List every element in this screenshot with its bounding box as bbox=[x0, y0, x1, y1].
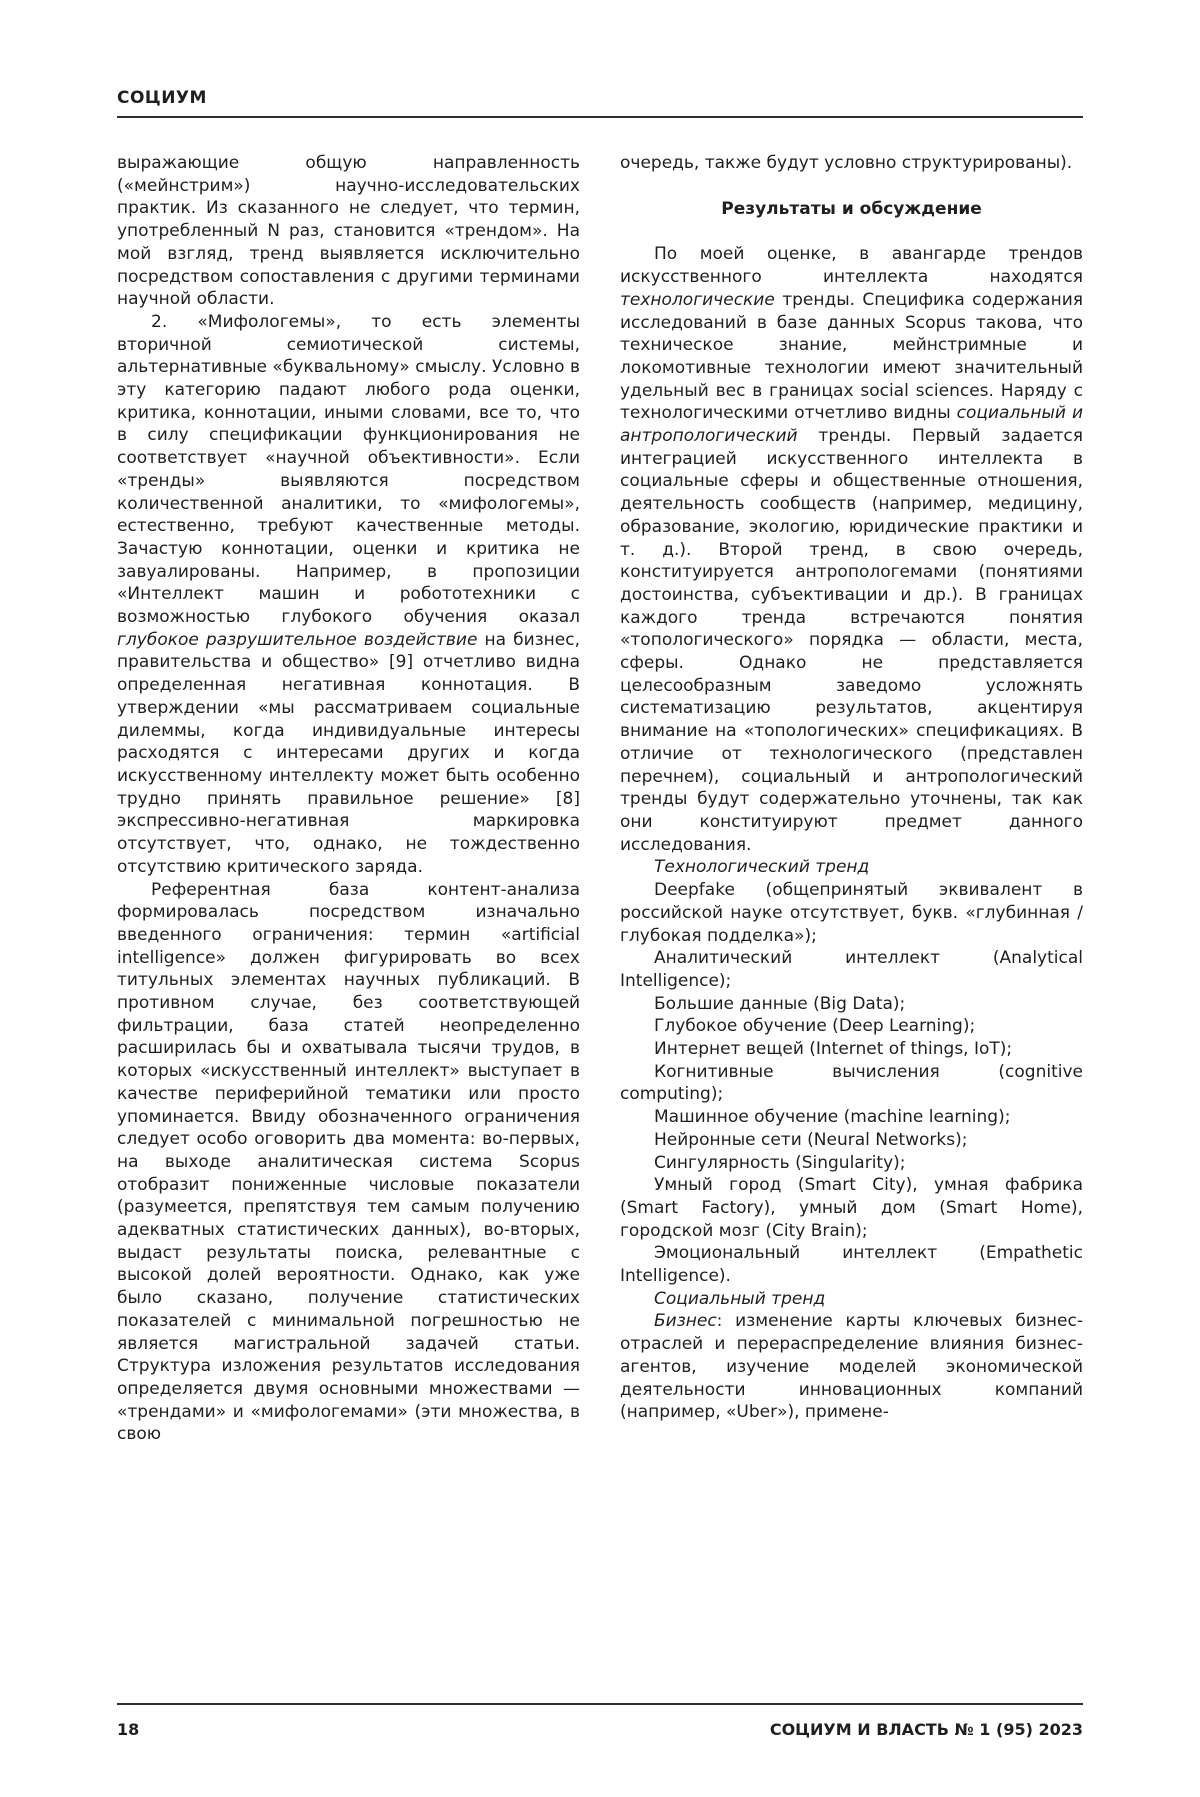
paragraph bbox=[117, 879, 580, 1447]
paragraph bbox=[620, 1129, 1083, 1152]
text-run: Результаты и обсуждение bbox=[721, 198, 982, 219]
paragraph bbox=[620, 856, 1083, 879]
paragraph bbox=[620, 1152, 1083, 1175]
paragraph bbox=[620, 1061, 1083, 1106]
paragraph bbox=[620, 1310, 1083, 1424]
italic-text-run: социальный и антропологический bbox=[620, 403, 1083, 447]
running-head-title: СОЦИУМ bbox=[117, 88, 207, 108]
text-run: тренды. Специфика содержания исследований в базе данных Scopus такова, что техническое знание, мейнстримные и локомотивные технологии имеют значительный удельный вес в границах social sciences. Наряду с технологическими отчетливо видны bbox=[620, 289, 1083, 424]
header-rule bbox=[117, 116, 1083, 118]
text-run: Сингулярность (Singularity); bbox=[654, 1152, 906, 1173]
text-run: : изменение карты ключевых бизнес-отраслей и перераспределение влияния бизнес-агентов, изучение моделей экономической деятельности инновационных компаний (например, «Uber»), примене- bbox=[620, 1311, 1083, 1423]
text-run: Машинное обучение (machine learning); bbox=[654, 1107, 1011, 1128]
paragraph bbox=[117, 152, 580, 311]
italic-text-run: Технологический тренд bbox=[654, 857, 870, 878]
italic-text-run: технологические bbox=[620, 289, 775, 310]
text-run: Большие данные (Big Data); bbox=[654, 993, 906, 1014]
paragraph bbox=[620, 993, 1083, 1016]
text-run: Deepfake (общепринятый эквивалент в российской науке отсутствует, букв. «глубинная / глубокая подделка»); bbox=[620, 880, 1083, 946]
paragraph bbox=[620, 947, 1083, 992]
footer-rule bbox=[117, 1703, 1083, 1705]
paragraph bbox=[620, 243, 1083, 856]
paragraph bbox=[620, 879, 1083, 947]
paragraph bbox=[620, 1015, 1083, 1038]
text-run: очередь, также будут условно структурированы). bbox=[620, 153, 1073, 173]
running-head bbox=[117, 88, 1083, 116]
paragraph bbox=[620, 1288, 1083, 1311]
text-run: Аналитический интеллект (Analytical Intelligence); bbox=[620, 948, 1083, 991]
text-run: 2. «Мифологемы», то есть элементы вторичной семиотической системы, альтернативные «буквальному» смыслу. Условно в эту категорию падают любого рода оценки, критика, коннотации, иными словами, все то, что в силу спецификации функционирования не соответствует «научной объективности». Если «тренды» выявляются посредством количественной аналитики, то «мифологемы», естественно, требуют качественные методы. Зачастую коннотации, оценки и критика не завуалированы. Например, в пропозиции «Интеллект машин и робототехники с возможностью глубокого обучения оказал bbox=[117, 311, 580, 628]
italic-text-run: глубокое разрушительное воздействие bbox=[117, 629, 478, 650]
journal-title: СОЦИУМ И ВЛАСТЬ № 1 (95) 2023 bbox=[769, 1720, 1083, 1739]
right-column bbox=[620, 152, 1083, 1682]
page-footer bbox=[117, 1720, 1083, 1739]
text-run: выражающие общую направленность («мейнстрим») научно-исследовательских практик. Из сказанного не следует, что термин, употребленный N раз, становится «трендом». На мой взгляд, тренд выявляется исключительно посредством сопоставления с другими терминами научной области. bbox=[117, 153, 580, 310]
paragraph bbox=[620, 1174, 1083, 1242]
paragraph bbox=[620, 1038, 1083, 1061]
text-run: Глубокое обучение (Deep Learning); bbox=[654, 1016, 976, 1037]
text-run: Когнитивные вычисления (cognitive computing); bbox=[620, 1061, 1083, 1105]
text-run: Эмоциональный интеллект (Empathetic Intelligence). bbox=[620, 1243, 1083, 1287]
paragraph bbox=[620, 1242, 1083, 1287]
paragraph bbox=[620, 1106, 1083, 1129]
text-run: тренды. Первый задается интеграцией искусственного интеллекта в социальные сферы и общественные отношения, деятельность сообществ (например, медицину, образование, экологию, юридические практики и т. д.). Второй тренд, в свою очередь, конституируется антропологемами (понятиями достоинства, субъективации и др.). В границах каждого тренда встречаются понятия «топологического» порядка — области, места, сферы. Однако не представляется целесообразным заведомо усложнять систематизацию результатов, акцентируя внимание на «топологических» спецификациях. В отличие от технологического (представлен перечнем), социальный и антропологический тренды будут содержательно уточнены, так как они конституируют предмет данного исследования. bbox=[620, 426, 1083, 855]
italic-text-run: Социальный тренд bbox=[654, 1288, 826, 1309]
left-column bbox=[117, 152, 580, 1682]
text-run: на бизнес, правительства и общество» [9] отчетливо видна определенная негативная коннотация. В утверждении «мы рассматриваем социальные дилеммы, когда индивидуальные интересы расходятся с интересами других и когда искусственному интеллекту может быть особенно трудно принять правильное решение» [8] экспрессивно-негативная маркировка отсутствует, что, однако, не тождественно отсутствию критического заряда. bbox=[117, 629, 580, 877]
text-run: Референтная база контент-анализа формировалась посредством изначально введенного ограничения: термин «artificial intelligence» должен фигурировать во всех титульных элементах научных публикаций. В противном случае, без соответствующей фильтрации, база статей неопределенно расширилась бы и охватывала тысячи трудов, в которых «искусственный интеллект» выступает в качестве периферийной тематики или просто упоминается. Ввиду обозначенного ограничения следует особо оговорить два момента: во-первых, на выходе аналитическая система Scopus отобразит пониженные числовые показатели (разумеется, препятствуя тем самым получению адекватных статистических данных), во-вторых, выдаст результаты поиска, релевантные с высокой долей вероятности. Однако, как уже было сказано, получение статистических показателей с минимальной погрешностью не является магистральной задачей статьи. Структура изложения результатов исследования определяется двумя основными множествами — «трендами» и «мифологемами» (эти множества, в свою bbox=[117, 879, 580, 1445]
page-number: 18 bbox=[117, 1720, 140, 1739]
text-columns bbox=[117, 152, 1083, 1682]
text-run: Нейронные сети (Neural Networks); bbox=[654, 1129, 968, 1150]
text-run: По моей оценке, в авангарде трендов искусственного интеллекта находятся bbox=[620, 244, 1083, 288]
text-run: Интернет вещей (Internet of things, IoT); bbox=[654, 1039, 1013, 1060]
section-heading bbox=[620, 198, 1083, 221]
paragraph bbox=[620, 152, 1083, 175]
paragraph bbox=[117, 311, 580, 879]
italic-text-run: Бизнес bbox=[654, 1311, 717, 1332]
text-run: Умный город (Smart City), умная фабрика (Smart Factory), умный дом (Smart Home), городской мозг (City Brain); bbox=[620, 1175, 1083, 1241]
